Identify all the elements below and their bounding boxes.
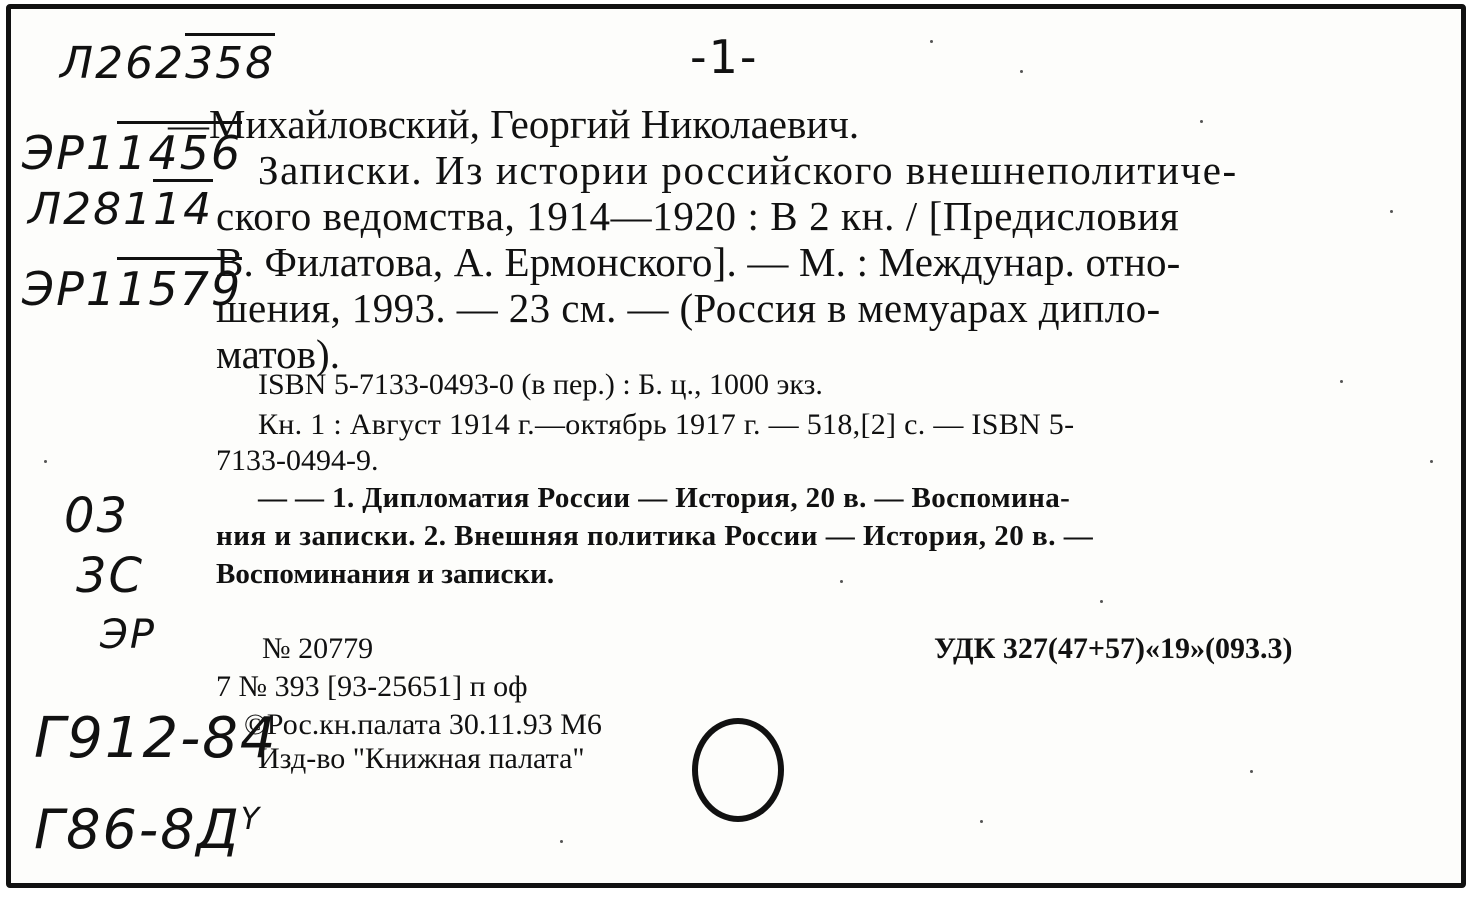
scan-speck (44, 460, 47, 463)
card-udk: УДК 327(47+57)«19»(093.3) (934, 632, 1293, 665)
card-subject-line-2: ния и записки. 2. Внешняя политика России — История, 20 в. — (216, 520, 1094, 552)
card-line-title-1: Записки. Из истории российского внешнеполитиче- (258, 147, 1238, 193)
scan-speck (1020, 70, 1023, 73)
card-volume-line-1: Кн. 1 : Август 1914 г.—октябрь 1917 г. — 518,[2] с. — ISBN 5- (258, 408, 1075, 441)
scan-speck (1430, 460, 1433, 463)
handwritten-er1-a: ЭР11456 (22, 126, 242, 180)
scan-speck (840, 580, 843, 583)
scan-speck (980, 820, 983, 823)
card-subject-line-1: — — 1. Дипломатия России — История, 20 в. — Воспомина- (258, 482, 1071, 514)
handwritten-page-mark: -1- (690, 30, 759, 84)
handwritten-g86: $Г86-8Д^Y$ (34, 798, 262, 861)
handwritten-er1-b: ЭР11579 (22, 262, 242, 316)
scan-speck (1100, 600, 1103, 603)
card-subject-line-3: Воспоминания и записки. (216, 558, 555, 590)
call-number-main: Л262 (60, 38, 186, 89)
scan-speck (1340, 380, 1343, 383)
scan-speck (560, 840, 563, 843)
card-volume-line-2: 7133-0494-9. (216, 444, 379, 477)
card-line-title-3: В. Филатова, А. Ермонского]. — М. : Междунар. отно- (216, 239, 1181, 285)
scan-speck (930, 40, 933, 43)
handwritten-code-er: ЭР (100, 612, 157, 658)
handwritten-call-number (60, 38, 275, 89)
card-publisher-line: Изд-во "Книжная палата" (258, 742, 585, 775)
card-copyright-line: ©Рос.кн.палата 30.11.93 М6 (244, 708, 602, 741)
scan-speck (1250, 770, 1253, 773)
handwritten-l281: Л28114 (28, 184, 213, 235)
stamp-circle (692, 718, 784, 822)
scan-speck (1200, 120, 1203, 123)
handwritten-code-3c: 3С (76, 548, 145, 604)
card-isbn-line: ISBN 5-7133-0493-0 (в пер.) : Б. ц., 1000 экз. (258, 368, 823, 401)
call-number-sub: 358 (185, 33, 275, 89)
handwritten-g912: Г912-84 (34, 706, 278, 771)
handwritten-code-03: 03 (64, 488, 130, 544)
card-order-line: 7 № 393 [93-25651] п оф (216, 670, 528, 703)
card-line-author: —Михайловский, Георгий Николаевич. (168, 101, 860, 147)
card-line-title-2: ского ведомства, 1914—1920 : В 2 кн. / [Предисловия (216, 193, 1180, 239)
card-line-title-4: шения, 1993. — 23 см. — (Россия в мемуарах дипло- (216, 285, 1161, 331)
card-number: № 20779 (262, 632, 374, 665)
card-line-title-5: матов). (216, 331, 340, 377)
scan-speck (1390, 210, 1393, 213)
